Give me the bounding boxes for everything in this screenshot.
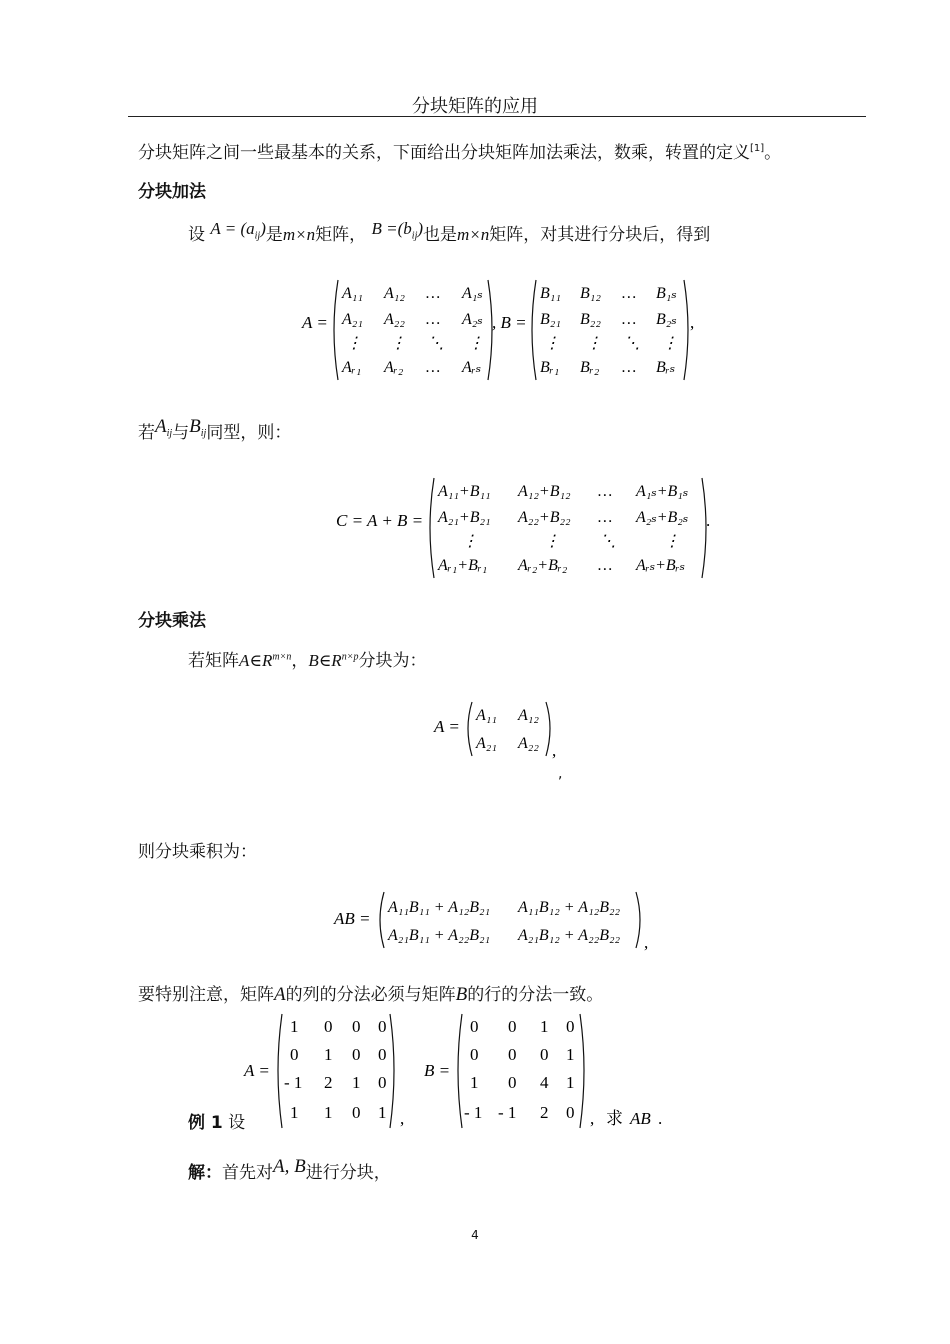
setup-text-3: 矩阵， [315,225,367,245]
matrix-cell: Bᵣ₁ [540,359,560,376]
example-A-tail: , [400,1109,405,1128]
A-def-text: A = (a [210,219,255,238]
matrix-cell: … [622,359,637,376]
block-A-cells [475,707,539,752]
example-label-line [188,1108,245,1133]
matrix-cell: ⋱ [624,335,640,352]
matrix-cell: Aᵣ₂+Bᵣ₂ [518,557,568,574]
matrix-cell: ⋮ [662,335,678,352]
note-text-1: 要特别注意，矩阵 [138,985,274,1005]
condition-text-2: 与 [172,423,190,443]
matrix-cell: A₁₂+B₁₂ [518,483,571,500]
matrix-cell: A₂ₛ+B₂ₛ [636,509,689,526]
page-header-title: 分块矩阵的应用 [412,96,538,117]
matrix-cell: A₂₂+B₂₂ [518,509,571,526]
matrix-cell: 0 [378,1017,387,1036]
matrix-cell: 0 [470,1017,479,1036]
matrix-cell: Bᵣ₂ [580,359,600,376]
block-A-tail: , [552,741,557,760]
sum-tail: . [706,511,711,530]
matrix-cell: ⋱ [600,533,616,550]
equation-sum-matrix [330,470,720,588]
matrix-cell: Bᵣₛ [656,359,676,376]
matrix-cell: ⋮ [586,335,602,352]
matrix-cell: A₂ₛ [462,311,483,328]
dims-m-n-2: m×n [457,225,490,244]
matrix-B-right-bracket [684,280,688,380]
matrix-cell: 0 [290,1045,299,1064]
solution-vars: A, B [273,1156,306,1177]
B-def-close: ) [417,219,424,238]
matrix-cell: ⋮ [468,335,484,352]
solution-line [188,1158,391,1184]
matrix-cell: 1 [324,1103,333,1122]
block-A-lhs: A = [434,717,460,736]
example-B-tail: , [590,1109,595,1128]
matrix-cell: 0 [508,1045,517,1064]
matrix-cell: A₂₂ [518,735,539,752]
mult-sep: ， [291,651,309,671]
matrix-cell: 1 [290,1103,299,1122]
citation: [1] [750,143,765,154]
example-B-lhs: B = [424,1061,451,1080]
A-def-sub: ij [254,230,261,242]
sum-left-bracket [430,478,434,578]
B-def-text: B =(b [371,219,412,238]
note-B: B [455,984,468,1005]
condition-A: A [155,416,167,437]
example-A-cells [284,1017,387,1122]
matrix-cell: A₁ₛ+B₁ₛ [636,483,689,500]
matrix-cell: A₁₁+B₁₁ [438,483,491,500]
matrix-cell: 1 [540,1017,549,1036]
matrix-cell: 2 [324,1073,333,1092]
A-def-close: ) [260,219,266,238]
note-line [138,980,603,1006]
matrix-cell: 4 [540,1073,549,1092]
condition-text-1: 若 [138,423,155,443]
setup-text-4: 也是 [423,225,458,245]
matrix-cell: B₁₂ [580,285,601,302]
condition-text-3: 同型，则： [206,423,292,443]
matrix-cell: 0 [566,1017,575,1036]
product-right-bracket [636,892,640,948]
example-A-right-bracket [390,1014,394,1128]
matrix-cell: 0 [378,1073,387,1092]
section-heading-multiplication: 分块乘法 [138,611,206,631]
example-A-left-bracket [278,1014,282,1128]
intro-text: 分块矩阵之间一些最基本的关系，下面给出分块矩阵加法乘法，数乘，转置的定义 [138,143,750,163]
matrix-cell: A₁₁B₁₁ + A₁₂B₂₁ [388,899,491,916]
matrix-cell: ⋮ [544,533,560,550]
B-dims: n×p [341,651,359,663]
matrix-cell: B₂ₛ [656,311,677,328]
matrix-cell: … [622,311,637,328]
matrix-cell: 1 [566,1073,575,1092]
matrix-B-tail: , [690,313,695,332]
product-intro: 则分块乘积为： [138,842,257,862]
matrix-cell: … [426,359,441,376]
matrix-cell: … [622,285,637,302]
solution-label: 解： [188,1163,222,1183]
equation-example-matrices [240,1008,670,1134]
intro-paragraph [138,138,781,163]
condition-line [138,418,291,445]
matrix-cell: Aᵣₛ+Bᵣₛ [636,557,685,574]
note-text-3: 的行的分法一致。 [467,985,604,1005]
matrix-cell: ⋮ [544,335,560,352]
matrix-cell: A₂₁B₁₂ + A₂₂B₂₂ [518,927,621,944]
matrix-cell: 1 [470,1073,479,1092]
matrix-cell: A₁₂ [384,285,405,302]
example-B-right-bracket [580,1014,584,1128]
matrix-cell: ⋮ [346,335,362,352]
sum-lhs: C = A + B = [336,511,424,530]
equation-matrices-A-B [296,272,706,390]
product-cells [387,899,621,944]
matrix-cell: B₁₁ [540,285,561,302]
A-definition [210,219,266,242]
A-dims: m×n [272,651,292,663]
example-target: AB [630,1109,651,1128]
example-ask: 求 [606,1109,623,1128]
solution-text-2: 进行分块， [305,1163,391,1183]
matrix-A-cells [341,285,484,376]
page-number: 4 [471,1228,479,1242]
matrix-cell: Aᵣ₁+Bᵣ₁ [438,557,488,574]
matrix-cell: 0 [352,1017,361,1036]
matrix-cell: 1 [378,1103,387,1122]
dims-m-n-1: m×n [282,225,316,244]
example-B-cells [464,1017,575,1122]
matrix-cell: B₂₁ [540,311,561,328]
setup-text-5: 矩阵，对其进行分块后，得到 [489,225,711,245]
matrix-cell: Aᵣ₁ [342,359,362,376]
matrix-A-lhs: A = [302,313,328,332]
condition-B: B [189,416,201,437]
matrix-cell: - 1 [498,1103,517,1122]
example-label: 例 1 [188,1113,223,1133]
matrix-cell: 0 [508,1017,517,1036]
setup-text-2: 是 [265,225,283,245]
matrix-cell: A₂₁ [476,735,497,752]
matrix-B-lhs: , B = [492,313,527,332]
matrix-cell: … [598,483,613,500]
matrix-B-cells [540,285,678,376]
stray-comma: , [558,766,563,782]
example-end: . [658,1109,663,1128]
example-A-lhs: A = [244,1061,270,1080]
matrix-cell: 1 [566,1045,575,1064]
matrix-cell: ⋱ [428,335,444,352]
matrix-cell: A₁₁B₁₂ + A₁₂B₂₂ [518,899,621,916]
matrix-cell: - 1 [464,1103,483,1122]
B-definition [371,219,424,242]
matrix-cell: 0 [540,1045,549,1064]
matrix-cell: 0 [508,1073,517,1092]
solution-text-1: 首先对 [222,1163,273,1183]
matrix-cell: … [598,509,613,526]
matrix-cell: 1 [352,1073,361,1092]
note-A: A [274,984,286,1005]
matrix-A-left-bracket [334,280,338,380]
matrix-cell: A₁₁ [476,707,497,724]
header-rule [128,116,866,117]
condition-B-sub: ij [200,428,207,440]
example-text-1: 设 [228,1113,246,1133]
matrix-cell: A₁₁ [342,285,363,302]
matrix-cell: A₂₁B₁₁ + A₂₂B₂₁ [388,927,491,944]
product-tail: , [644,933,649,952]
section-heading-addition: 分块加法 [138,182,206,202]
equation-block-A [430,698,570,762]
matrix-cell: ⋮ [462,533,478,550]
block-A-right-bracket [546,702,550,756]
matrix-cell: 0 [378,1045,387,1064]
matrix-cell: 0 [352,1045,361,1064]
product-left-bracket [380,892,384,948]
matrix-cell: ⋮ [664,533,680,550]
matrix-cell: A₂₂ [384,311,405,328]
matrix-cell: - 1 [284,1073,303,1092]
matrix-cell: 1 [324,1045,333,1064]
matrix-cell: 1 [290,1017,299,1036]
matrix-cell: 0 [470,1045,479,1064]
block-A-left-bracket [468,702,472,756]
matrix-cell: B₁ₛ [656,285,677,302]
matrix-cell: Aᵣ₂ [384,359,404,376]
matrix-cell: ⋮ [390,335,406,352]
equation-product-AB [330,888,660,952]
matrix-cell: A₁ₛ [462,285,483,302]
addition-setup-line [188,220,710,247]
matrix-cell: 0 [352,1103,361,1122]
B-in-R: B∈R [308,651,342,670]
matrix-cell: A₂₁ [342,311,363,328]
matrix-cell: 2 [540,1103,549,1122]
matrix-cell: … [426,311,441,328]
matrix-cell: B₂₂ [580,311,601,328]
multiplication-setup-line [188,646,426,671]
matrix-cell: … [598,557,613,574]
matrix-cell: Aᵣₛ [462,359,482,376]
mult-setup-text-2: 分块为： [358,651,427,671]
matrix-cell: 0 [324,1017,333,1036]
matrix-B-left-bracket [532,280,536,380]
B-def-sub: ij [411,230,418,242]
mult-setup-text-1: 若矩阵 [188,651,239,671]
condition-A-sub: ij [166,428,173,440]
matrix-cell: A₂₁+B₂₁ [438,509,491,526]
setup-text-1: 设 [188,225,205,245]
sum-matrix-cells [437,483,688,574]
intro-end: 。 [764,143,782,163]
matrix-cell: 0 [566,1103,575,1122]
product-lhs: AB = [334,909,371,928]
matrix-cell: … [426,285,441,302]
example-B-left-bracket [458,1014,462,1128]
A-in-R: A∈R [239,651,273,670]
matrix-cell: A₁₂ [518,707,539,724]
note-text-2: 的列的分法必须与矩阵 [285,985,456,1005]
